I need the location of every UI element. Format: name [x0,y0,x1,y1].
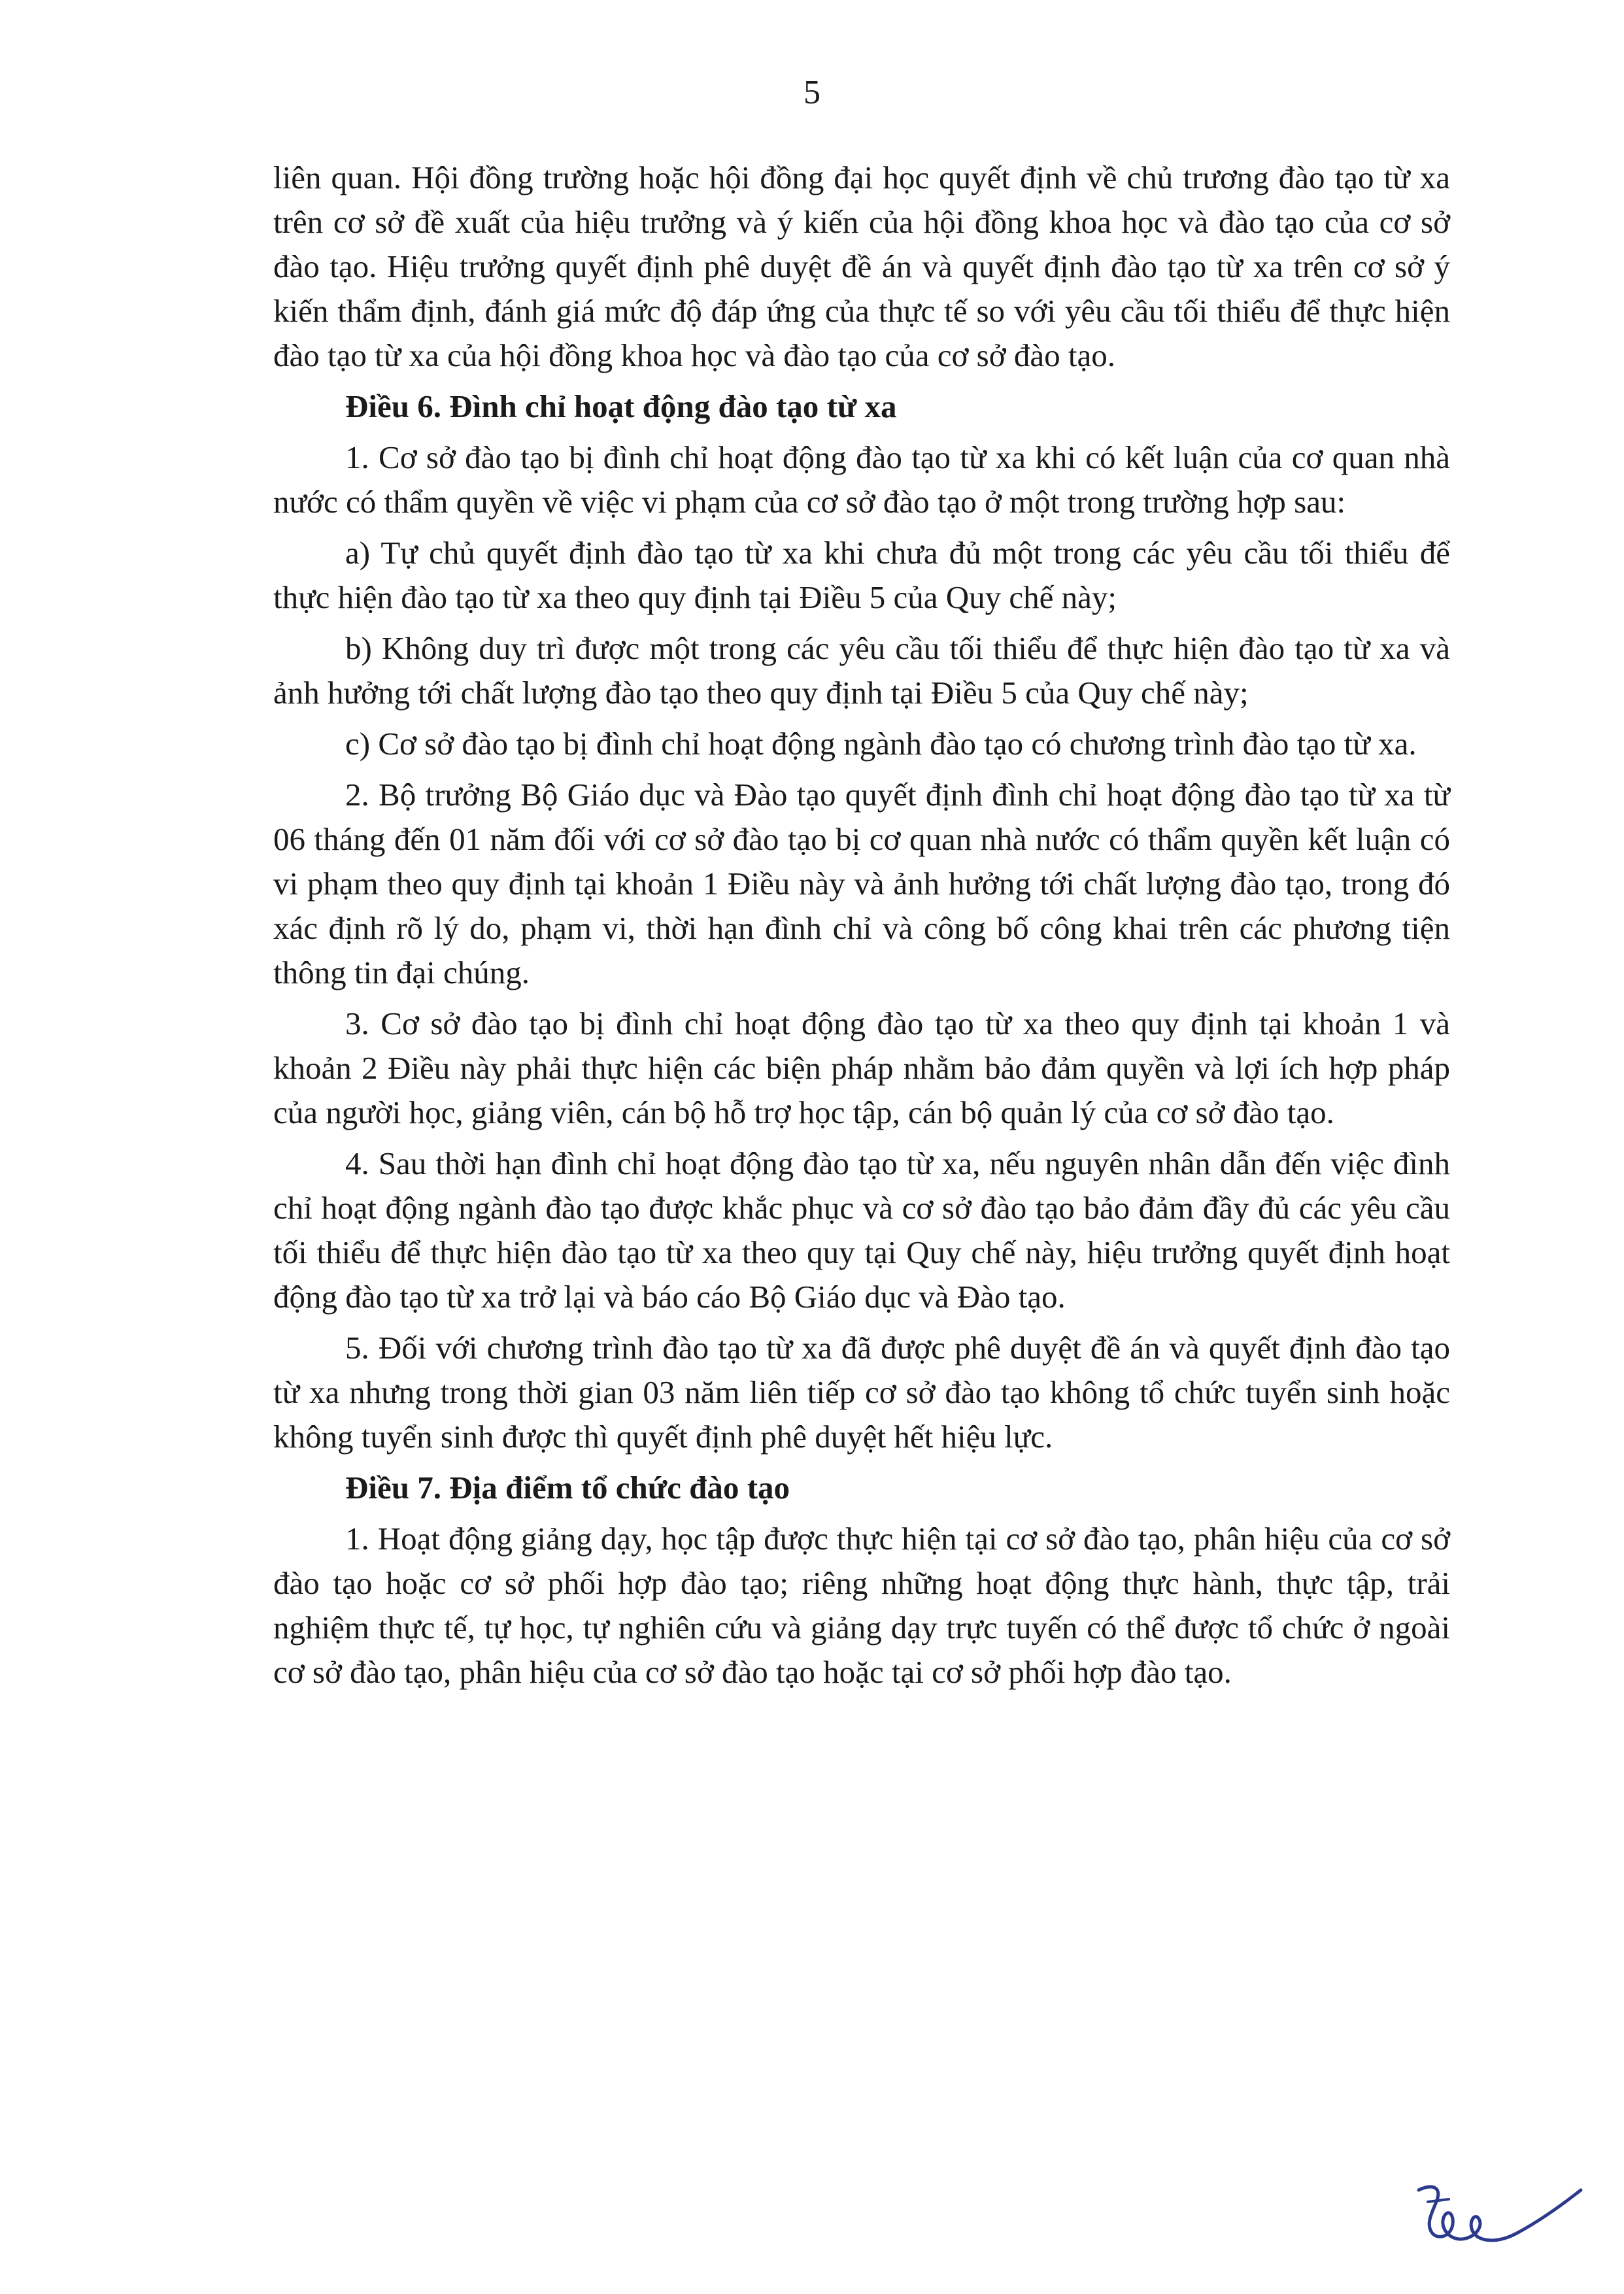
page-number: 5 [804,74,820,111]
paragraph: b) Không duy trì được một trong các yêu cầu tối thiểu để thực hiện đào tạo từ xa và ảnh hưởng tới chất lượng đào tạo theo quy định tại Điều 5 của Quy chế này; [273,630,1450,711]
paragraph: 1. Cơ sở đào tạo bị đình chỉ hoạt động đào tạo từ xa khi có kết luận của cơ quan nhà nước có thẩm quyền về việc vi phạm của cơ sở đào tạo ở một trong trường hợp sau: [273,439,1450,520]
handwritten-initials-signature [1406,2170,1589,2255]
paragraph: 3. Cơ sở đào tạo bị đình chỉ hoạt động đào tạo từ xa theo quy định tại khoản 1 và khoản 2 Điều này phải thực hiện các biện pháp nhằm bảo đảm quyền và lợi ích hợp pháp của người học, giảng viên, cán bộ hỗ trợ học tập, cán bộ quản lý của cơ sở đào tạo. [273,1005,1450,1130]
paragraph: 1. Hoạt động giảng dạy, học tập được thực hiện tại cơ sở đào tạo, phân hiệu của cơ sở đào tạo hoặc cơ sở phối hợp đào tạo; riêng những hoạt động thực hành, thực tập, trải nghiệm thực tế, tự học, tự nghiên cứu và giảng dạy trực tuyến có thể được tổ chức ở ngoài cơ sở đào tạo, phân hiệu của cơ sở đào tạo hoặc tại cơ sở phối hợp đào tạo. [273,1521,1450,1690]
article-heading: Điều 6. Đình chỉ hoạt động đào tạo từ xa [345,388,897,424]
document-body [273,156,1450,1701]
article-heading: Điều 7. Địa điểm tổ chức đào tạo [345,1470,790,1506]
paragraph: c) Cơ sở đào tạo bị đình chỉ hoạt động ngành đào tạo có chương trình đào tạo từ xa. [345,726,1417,762]
paragraph: 4. Sau thời hạn đình chỉ hoạt động đào tạo từ xa, nếu nguyên nhân dẫn đến việc đình chỉ hoạt động ngành đào tạo được khắc phục và cơ sở đào tạo bảo đảm đầy đủ các yêu cầu tối thiểu để thực hiện đào tạo từ xa theo quy tại Quy chế này, hiệu trưởng quyết định hoạt động đào tạo từ xa trở lại và báo cáo Bộ Giáo dục và Đào tạo. [273,1145,1450,1315]
paragraph: liên quan. Hội đồng trường hoặc hội đồng đại học quyết định về chủ trương đào tạo từ xa trên cơ sở đề xuất của hiệu trưởng và ý kiến của hội đồng khoa học và đào tạo của cơ sở đào tạo. Hiệu trưởng quyết định phê duyệt đề án và quyết định đào tạo từ xa trên cơ sở ý kiến thẩm định, đánh giá mức độ đáp ứng của thực tế so với yêu cầu tối thiểu để thực hiện đào tạo từ xa của hội đồng khoa học và đào tạo của cơ sở đào tạo. [273,160,1450,373]
paragraph: a) Tự chủ quyết định đào tạo từ xa khi chưa đủ một trong các yêu cầu tối thiểu để thực hiện đào tạo từ xa theo quy định tại Điều 5 của Quy chế này; [273,535,1450,615]
paragraph: 2. Bộ trưởng Bộ Giáo dục và Đào tạo quyết định đình chỉ hoạt động đào tạo từ xa từ 06 tháng đến 01 năm đối với cơ sở đào tạo bị cơ quan nhà nước có thẩm quyền kết luận có vi phạm theo quy định tại khoản 1 Điều này và ảnh hưởng tới chất lượng đào tạo, trong đó xác định rõ lý do, phạm vi, thời hạn đình chỉ và công bố công khai trên các phương tiện thông tin đại chúng. [273,777,1450,990]
paragraph: 5. Đối với chương trình đào tạo từ xa đã được phê duyệt đề án và quyết định đào tạo từ xa nhưng trong thời gian 03 năm liên tiếp cơ sở đào tạo không tổ chức tuyển sinh hoặc không tuyển sinh được thì quyết định phê duyệt hết hiệu lực. [273,1330,1450,1455]
